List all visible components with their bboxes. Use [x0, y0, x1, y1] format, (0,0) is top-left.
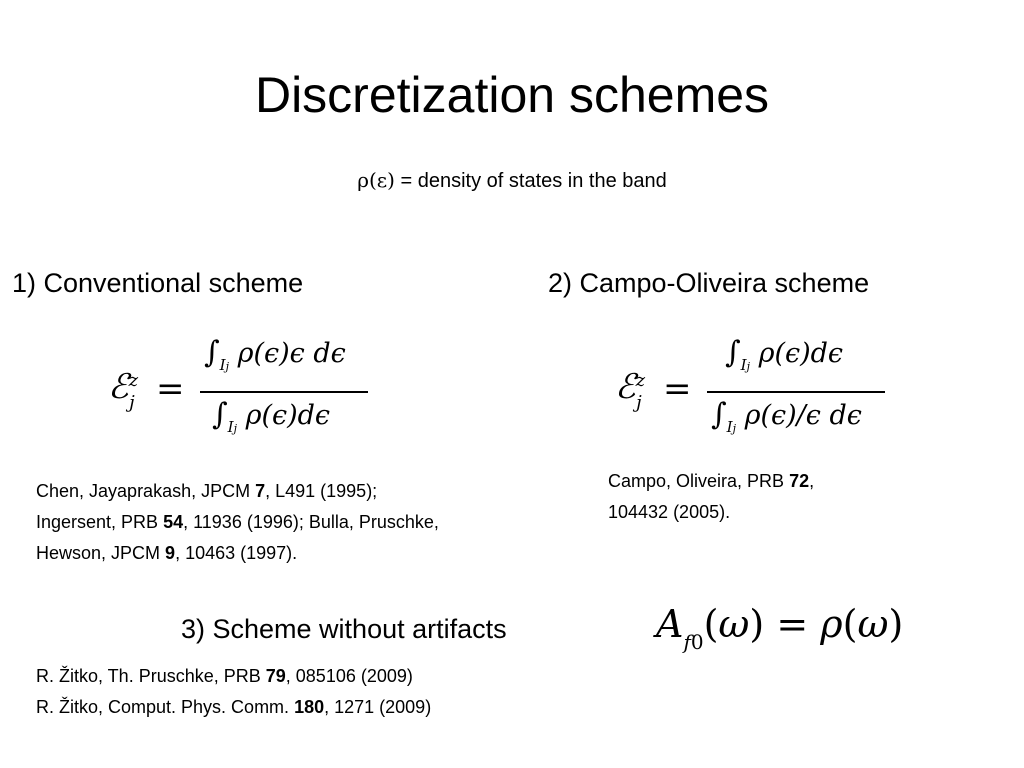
campo-oliveira-scheme-references	[608, 466, 814, 528]
conventional-scheme-heading: 1) Conventional scheme	[12, 268, 304, 298]
scheme-without-artifacts-heading: 3) Scheme without artifacts	[181, 614, 507, 644]
reference-line: Hewson, JPCM 9, 10463 (1997).	[36, 543, 298, 563]
campo-oliveira-scheme-heading: 2) Campo-Oliveira scheme	[548, 268, 870, 298]
reference-line: R. Žitko, Th. Pruschke, PRB 79, 085106 (2009)	[36, 666, 413, 686]
campo-oliveira-scheme-formula: ℰ$^z_j$ = $\int_{Ij}$ ρ(ϵ)dϵ $\int_{Ij}$ ρ(ϵ)/ϵ dϵ	[615, 335, 895, 455]
subtitle	[0, 166, 1024, 195]
conventional-scheme-references	[36, 476, 439, 569]
density-symbol: ρ(ε)	[357, 168, 395, 192]
reference-line: Chen, Jayaprakash, JPCM 7, L491 (1995);	[36, 481, 378, 501]
reference-line: 104432 (2005).	[608, 502, 731, 522]
reference-line: Campo, Oliveira, PRB 72,	[608, 471, 815, 491]
slide-title: Discretization schemes	[254, 67, 770, 123]
spectral-function-equation: $A_{f0}(\omega) = \rho(\omega)$	[656, 602, 904, 654]
scheme-without-artifacts-references	[36, 661, 431, 723]
reference-line: R. Žitko, Comput. Phys. Comm. 180, 1271 (2009)	[36, 697, 432, 717]
reference-line: Ingersent, PRB 54, 11936 (1996); Bulla, Pruschke,	[36, 512, 439, 532]
conventional-scheme-formula: ℰ$^z_j$ = $\int_{Ij}$ ρ(ϵ)ϵ dϵ $\int_{Ij}$ ρ(ϵ)dϵ	[108, 335, 368, 455]
subtitle-text: = density of states in the band	[394, 170, 667, 192]
